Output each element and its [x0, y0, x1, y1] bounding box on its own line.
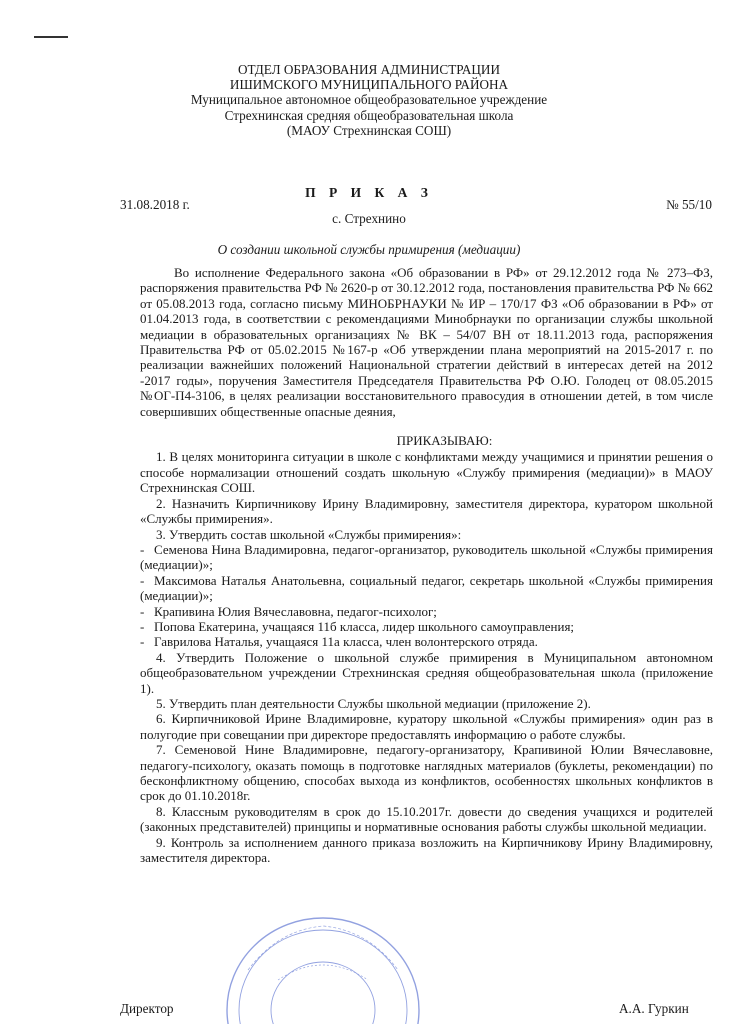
order-item-3: 3. Утвердить состав школьной «Службы примирения»:	[156, 526, 462, 542]
member-text: Максимова Наталья Анатольевна, социальный педагог, секретарь школьной «Службы примирения (медиации)»;	[140, 572, 713, 604]
order-subject: О создании школьной службы примирения (медиации)	[217, 242, 521, 257]
document-title: П Р И К А З	[305, 185, 433, 200]
order-number: № 55/10	[666, 197, 712, 212]
header-district: ИШИМСКОГО МУНИЦИПАЛЬНОГО РАЙОНА	[229, 77, 509, 93]
dash-marker: -	[140, 541, 145, 557]
member-text: Крапивина Юлия Вячеславовна, педагог-психолог;	[154, 603, 437, 619]
order-item-6: 6. Кирпичниковой Ирине Владимировне, куратору школьной «Службы примирения» один раз в полугодие при совещании при директоре предоставлять информацию о работе службы.	[140, 711, 713, 742]
member-text: Гаврилова Наталья, учащаяся 11а класса, член волонтерского отряда.	[154, 634, 538, 650]
header-institution-type: Муниципальное автономное общеобразовательное учреждение	[190, 92, 548, 108]
dash-marker: -	[140, 618, 145, 634]
member-item	[140, 619, 713, 634]
header-school-abbr: (МАОУ Стрехнинская СОШ)	[286, 122, 452, 138]
signature-name: А.А. Гуркин	[619, 1001, 689, 1016]
order-item-9: 9. Контроль за исполнением данного приказа возложить на Кирпичникову Ирину Владимировну, заместителя директора.	[140, 834, 713, 866]
header-school-name: Стрехнинская средняя общеобразовательная школа	[224, 107, 514, 123]
order-item-1: 1. В целях мониторинга ситуации в школе с конфликтами между учащимися и принятии решения о способе нормализации отношений создать школьную «Службу примирения (медиации)» в МАОУ Стрехнинская СОШ.	[140, 449, 713, 496]
order-item-8: 8. Классным руководителям в срок до 15.10.2017г. довести до сведения учащихся и родителей (законных представителей) принципы и нормативные основания работы службы школьной медиации.	[140, 803, 713, 835]
document-header	[0, 62, 738, 138]
official-stamp	[218, 910, 428, 1024]
order-date: 31.08.2018 г.	[120, 197, 190, 212]
member-item	[140, 634, 713, 649]
intro-paragraph: Во исполнение Федерального закона «Об образовании в РФ» от 29.12.2012 года № 273–ФЗ, распоряжения правительства РФ № 2620-р от 30.12.2012 года, постановления правительства РФ № 662 от 05.08.2013 года, согласно письму МИНОБРНАУКИ № ИР – 170/17 ФЗ «Об образовании в РФ» от 01.04.2013 года, в соответствии с рекомендациями Минобрнауки по организации службы школьной медиации в образовательных организациях № ВК – 54/07 ВН от 18.11.2013 года, распоряжения Правительства РФ от 05.02.2015 №167-р «Об утверждении плана мероприятий на 2015-2017 г. по реализации важнейших положений Национальной стратегии действий в интересах детей на 2012 -2017 годы», поручения Заместителя Председателя Правительства РФ О.Ю. Голодец от 08.05.2015 №ОГ-П4-3106, в целях реализации восстановительного правосудия в отношении детей, в том числе совершивших общественные опасные деяния,	[140, 265, 713, 419]
order-item-4: 4. Утвердить Положение о школьной службе примирения в Муниципальном автономном общеобразовательном учреждении Стрехнинская средняя общеобразовательная школа (приложение 1).	[140, 649, 713, 696]
order-keyword: ПРИКАЗЫВАЮ:	[396, 433, 493, 449]
member-item	[140, 604, 713, 619]
signature-position: Директор	[120, 1001, 174, 1016]
scan-mark	[34, 36, 68, 38]
dash-marker: -	[140, 572, 145, 588]
member-text: Семенова Нина Владимировна, педагог-организатор, руководитель школьной «Службы примирения (медиации)»;	[140, 541, 713, 573]
order-item-2: 2. Назначить Кирпичникову Ирину Владимировну, заместителя директора, куратором школьной «Службы примирения».	[140, 495, 713, 527]
header-department: ОТДЕЛ ОБРАЗОВАНИЯ АДМИНИСТРАЦИИ	[238, 62, 500, 77]
member-item	[140, 573, 713, 604]
document-body	[140, 265, 713, 865]
dash-marker: -	[140, 634, 145, 650]
order-item-7: 7. Семеновой Нине Владимировне, педагогу-организатору, Крапивиной Юлии Вячеславовне, педагогу-психологу, оказать помощь в подготовке наглядных материалов (буклеты, рекомендации) по бесконфликтному общению, способах выхода из конфликтов, особенностях школьных конфликтов в срок до 01.10.2018г.	[140, 742, 713, 804]
order-city: с. Стрехнино	[332, 211, 406, 226]
member-text: Попова Екатерина, учащаяся 11б класса, лидер школьного самоуправления;	[154, 618, 575, 634]
dash-marker: -	[140, 603, 145, 619]
member-item	[140, 542, 713, 573]
order-item-5: 5. Утвердить план деятельности Службы школьной медиации (приложение 2).	[156, 695, 591, 711]
